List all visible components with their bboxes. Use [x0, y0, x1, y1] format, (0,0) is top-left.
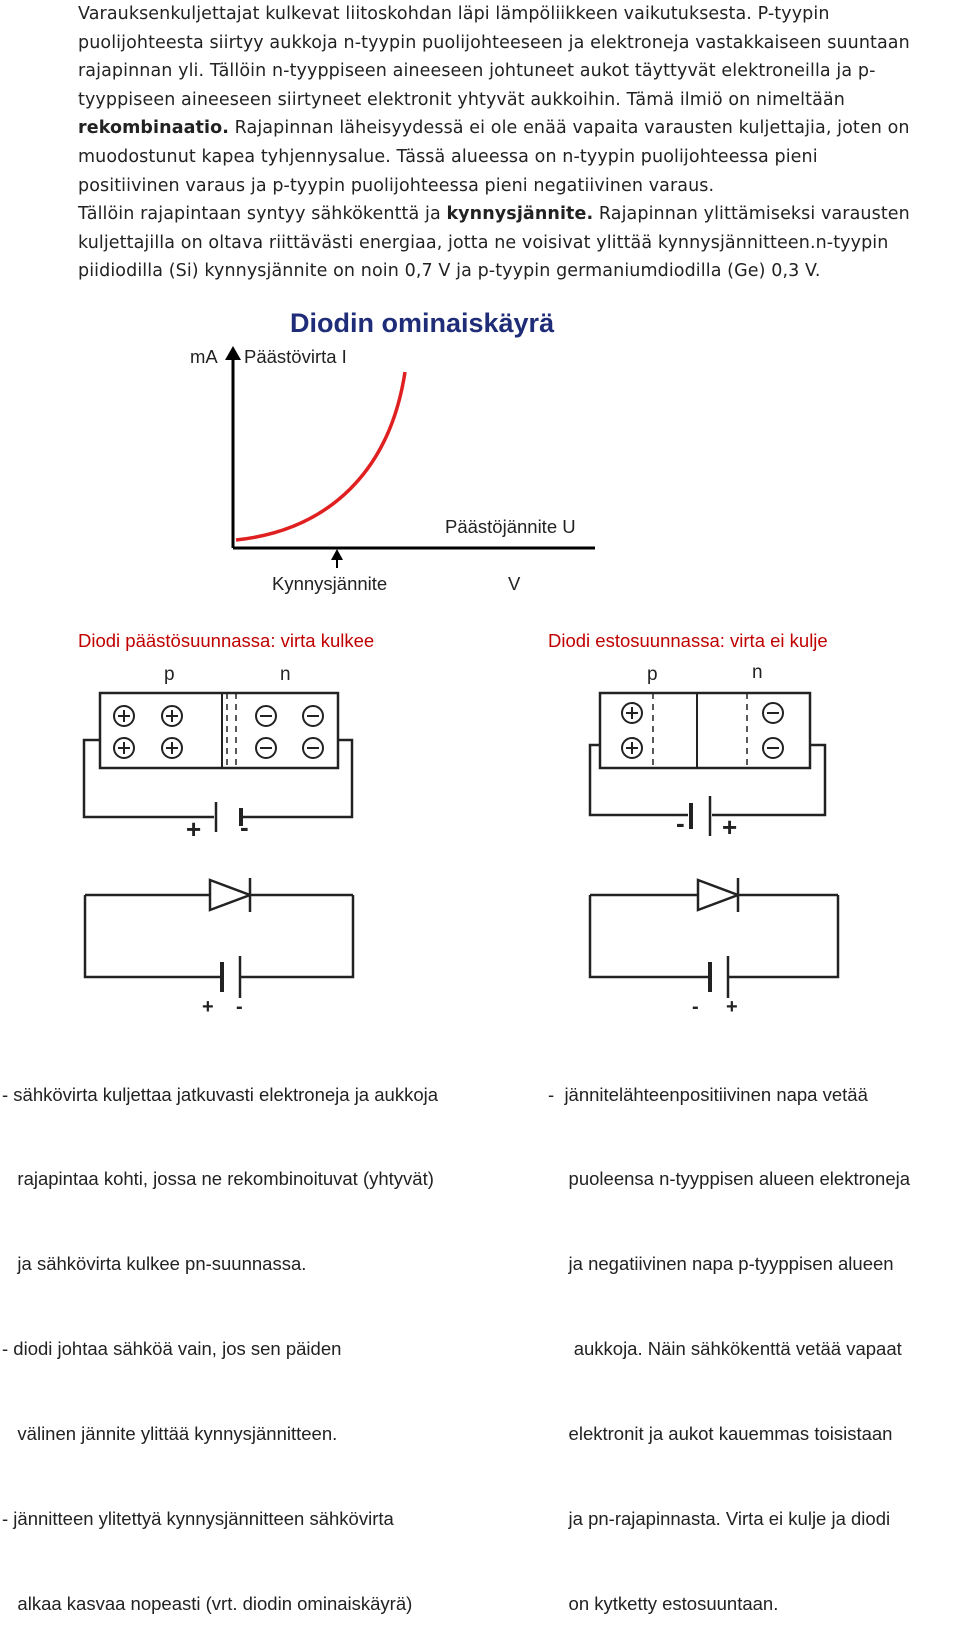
forward-bullet-2: rajapintaa kohti, jossa ne rekombinoituvat (yhtyvät): [2, 1168, 434, 1190]
forward-explanation: [2, 1024, 438, 1647]
intro-line-5-rest: Rajapinnan läheisyydessä ei ole enää vapaita varausten kuljettajia, joten on: [228, 118, 910, 139]
forward-battery-icon: [216, 802, 241, 832]
intro-line-1: Varauksenkuljettajat kulkevat liitoskohdan läpi lämpöliikkeen vaikutuksesta. P-tyypin: [78, 4, 830, 24]
reverse-battery-plus: +: [722, 812, 738, 842]
reverse-bullet-7: on kytketty estosuuntaan.: [548, 1592, 779, 1614]
forward-p-label: p: [164, 664, 175, 685]
y-axis-arrow-icon: [225, 346, 241, 360]
reverse-bullet-1: - jännitelähteenpositiivinen napa vetää: [548, 1083, 868, 1105]
reverse-diode-symbol-icon: [590, 878, 838, 998]
reverse-schematic-minus: -: [692, 996, 699, 1018]
intro-line-6: muodostunut kapea tyhjennysalue. Tässä alueessa on n-tyypin puolijohteessa pieni: [78, 146, 818, 167]
reverse-battery-icon: [691, 796, 710, 836]
forward-bullet-7: alkaa kasvaa nopeasti (vrt. diodin ominaiskäyrä): [2, 1592, 413, 1614]
intro-line-8-start: Tällöin rajapintaan syntyy sähkökenttä ja: [78, 204, 447, 225]
reverse-heading: Diodi estosuunnassa: virta ei kulje: [548, 630, 828, 651]
forward-holes: [114, 706, 182, 758]
forward-n-label: n: [280, 664, 291, 685]
forward-electrons: [256, 706, 323, 758]
forward-schematic-minus: -: [236, 996, 243, 1018]
forward-bullet-3: ja sähkövirta kulkee pn-suunnassa.: [2, 1253, 307, 1275]
forward-battery-plus: +: [186, 814, 202, 844]
intro-line-3: rajapinnan yli. Tällöin n-tyyppiseen aineeseen johtuneet aukot täyttyvät elektroneilla ja p-: [78, 61, 876, 82]
graph-axes: [233, 358, 595, 548]
intro-line-10: piidiodilla (Si) kynnysjännite on noin 0,7 V ja p-tyypin germaniumdiodilla (Ge) 0,3 V.: [78, 261, 821, 282]
threshold-arrow-icon: [331, 549, 343, 568]
forward-bullet-4: - diodi johtaa sähköä vain, jos sen päiden: [2, 1338, 342, 1360]
intro-line-2: puolijohteesta siirtyy aukkoja n-tyypin puolijohteeseen ja elektroneja vastakkaiseen suuntaan: [78, 32, 910, 53]
forward-bullet-6: - jännitteen ylitettyä kynnysjännitteen sähkövirta: [2, 1508, 394, 1530]
x-axis-label: Päästöjännite U: [445, 516, 576, 537]
term-kynnysjannite: kynnysjännite.: [446, 204, 594, 225]
intro-line-7: positiivinen varaus ja p-tyypin puolijohteessa pieni negatiivinen varaus.: [78, 175, 715, 196]
forward-bullet-5: välinen jännite ylittää kynnysjännitteen.: [2, 1423, 338, 1445]
reverse-bullet-3: ja negatiivinen napa p-tyyppisen alueen: [548, 1253, 894, 1275]
x-unit-label: V: [508, 573, 521, 594]
reverse-n-label: n: [752, 662, 763, 683]
reverse-bullet-5: elektronit ja aukot kauemmas toisistaan: [548, 1423, 893, 1445]
reverse-bullet-4: aukkoja. Näin sähkökenttä vetää vapaat: [548, 1338, 902, 1360]
reverse-explanation: [548, 1024, 910, 1647]
reverse-holes: [622, 703, 642, 758]
reverse-schematic-plus: +: [726, 996, 738, 1018]
forward-battery-minus: -: [240, 812, 249, 842]
diode-characteristic-curve: [236, 372, 405, 540]
intro-line-9: kuljettajilla on oltava riittävästi energiaa, jotta ne voisivat ylittää kynnysjännitteen.n-tyypin: [78, 232, 889, 253]
reverse-battery-minus: -: [676, 808, 685, 838]
reverse-bullet-6: ja pn-rajapinnasta. Virta ei kulje ja diodi: [548, 1508, 891, 1530]
y-axis-label: Päästövirta I: [244, 346, 347, 367]
reverse-p-label: p: [647, 664, 658, 685]
threshold-label: Kynnysjännite: [272, 573, 388, 594]
intro-line-8-rest: Rajapinnan ylittämiseksi varausten: [593, 204, 910, 225]
forward-diode-symbol-icon: [85, 878, 353, 998]
term-rekombinaatio: rekombinaatio.: [78, 118, 229, 139]
reverse-bullet-2: puoleensa n-tyyppisen alueen elektroneja: [548, 1168, 911, 1190]
forward-schematic-plus: +: [202, 996, 214, 1018]
forward-heading: Diodi päästösuunnassa: virta kulkee: [78, 630, 375, 651]
graph-title: Diodin ominaiskäyrä: [290, 308, 555, 338]
intro-line-4: tyyppiseen aineeseen siirtyneet elektronit yhtyvät aukkoihin. Tämä ilmiö on nimeltään: [78, 89, 845, 110]
reverse-electrons: [763, 703, 783, 758]
forward-bullet-1: - sähkövirta kuljettaa jatkuvasti elektroneja ja aukkoja: [2, 1083, 439, 1105]
y-unit-label: mA: [190, 346, 218, 367]
